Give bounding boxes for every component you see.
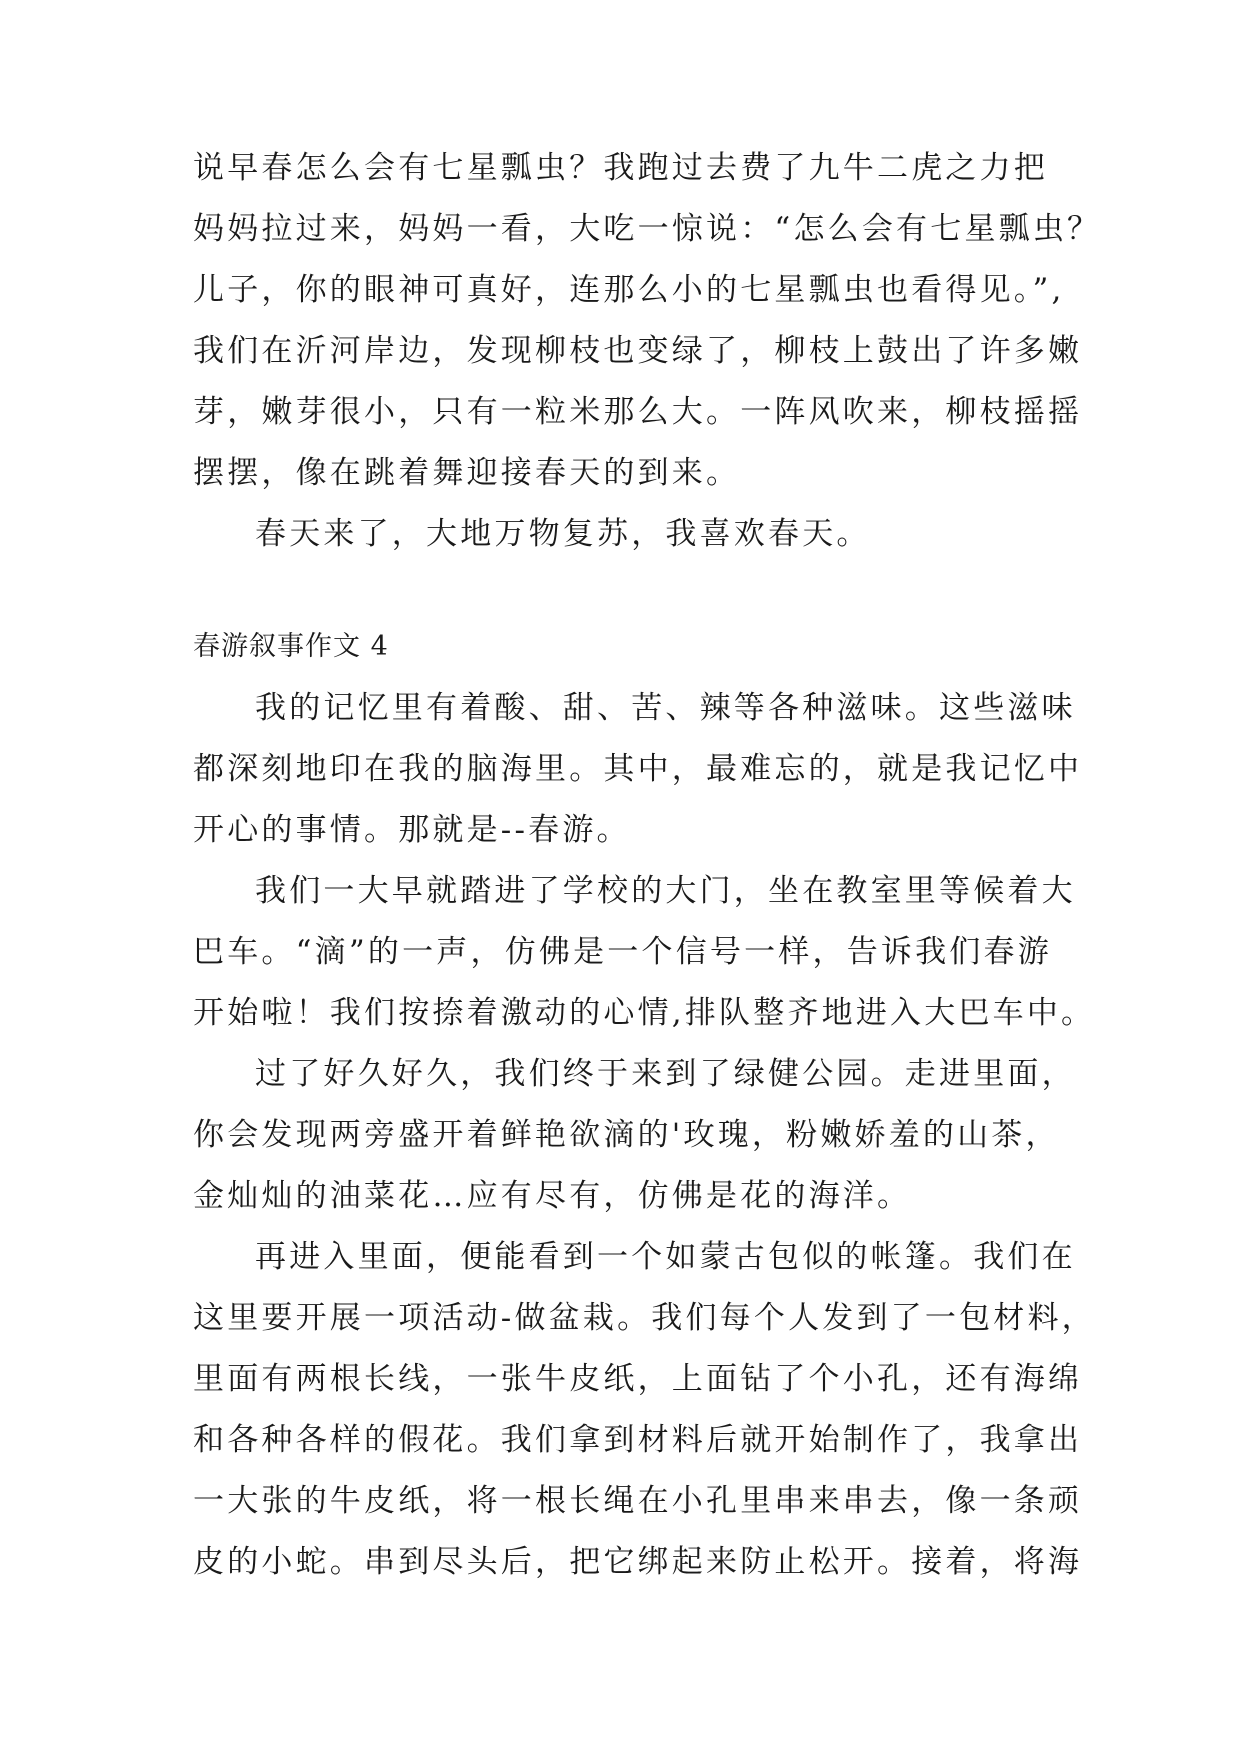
text-line: 我们一大早就踏进了学校的大门，坐在教室里等候着大 xyxy=(255,873,1076,909)
text-line: 摆摆，像在跳着舞迎接春天的到来。 xyxy=(193,455,741,491)
text-line: 金灿灿的油菜花…应有尽有，仿佛是花的海洋。 xyxy=(193,1178,912,1214)
text-line: 开心的事情。那就是--春游。 xyxy=(193,812,631,848)
text-line: 我的记忆里有着酸、甜、苦、辣等各种滋味。这些滋味 xyxy=(255,690,1076,726)
text-line: 巴车。“滴”的一声，仿佛是一个信号一样，告诉我们春游 xyxy=(193,934,1052,970)
text-line: 过了好久好久，我们终于来到了绿健公园。走进里面， xyxy=(255,1056,1076,1092)
text-line: 儿子，你的眼神可真好，连那么小的七星瓢虫也看得见。”, xyxy=(193,272,1065,308)
text-line: 说早春怎么会有七星瓢虫？我跑过去费了九牛二虎之力把 xyxy=(193,150,1048,186)
text-line: 皮的小蛇。串到尽头后，把它绑起来防止松开。接着，将海 xyxy=(193,1544,1083,1580)
closing-line: 春天来了，大地万物复苏，我喜欢春天。 xyxy=(255,516,871,552)
text-line: 我们在沂河岸边，发现柳枝也变绿了，柳枝上鼓出了许多嫩 xyxy=(193,333,1083,369)
text-line: 妈妈拉过来，妈妈一看，大吃一惊说：“怎么会有七星瓢虫？ xyxy=(193,211,1102,247)
text-line: 再进入里面，便能看到一个如蒙古包似的帐篷。我们在 xyxy=(255,1239,1076,1275)
section-title: 春游叙事作文 4 xyxy=(193,631,389,662)
text-line: 芽，嫩芽很小，只有一粒米那么大。一阵风吹来，柳枝摇摇 xyxy=(193,394,1083,430)
text-line: 一大张的牛皮纸，将一根长绳在小孔里串来串去，像一条顽 xyxy=(193,1483,1083,1519)
text-line: 这里要开展一项活动-做盆栽。我们每个人发到了一包材料， xyxy=(193,1300,1096,1336)
text-line: 你会发现两旁盛开着鲜艳欲滴的'玫瑰，粉嫩娇羞的山茶， xyxy=(193,1117,1060,1153)
text-line: 里面有两根长线，一张牛皮纸，上面钻了个小孔，还有海绵 xyxy=(193,1361,1083,1397)
text-line: 开始啦！我们按捺着激动的心情,排队整齐地进入大巴车中。 xyxy=(193,995,1096,1031)
text-line: 都深刻地印在我的脑海里。其中，最难忘的，就是我记忆中 xyxy=(193,751,1083,787)
text-line: 和各种各样的假花。我们拿到材料后就开始制作了，我拿出 xyxy=(193,1422,1083,1458)
